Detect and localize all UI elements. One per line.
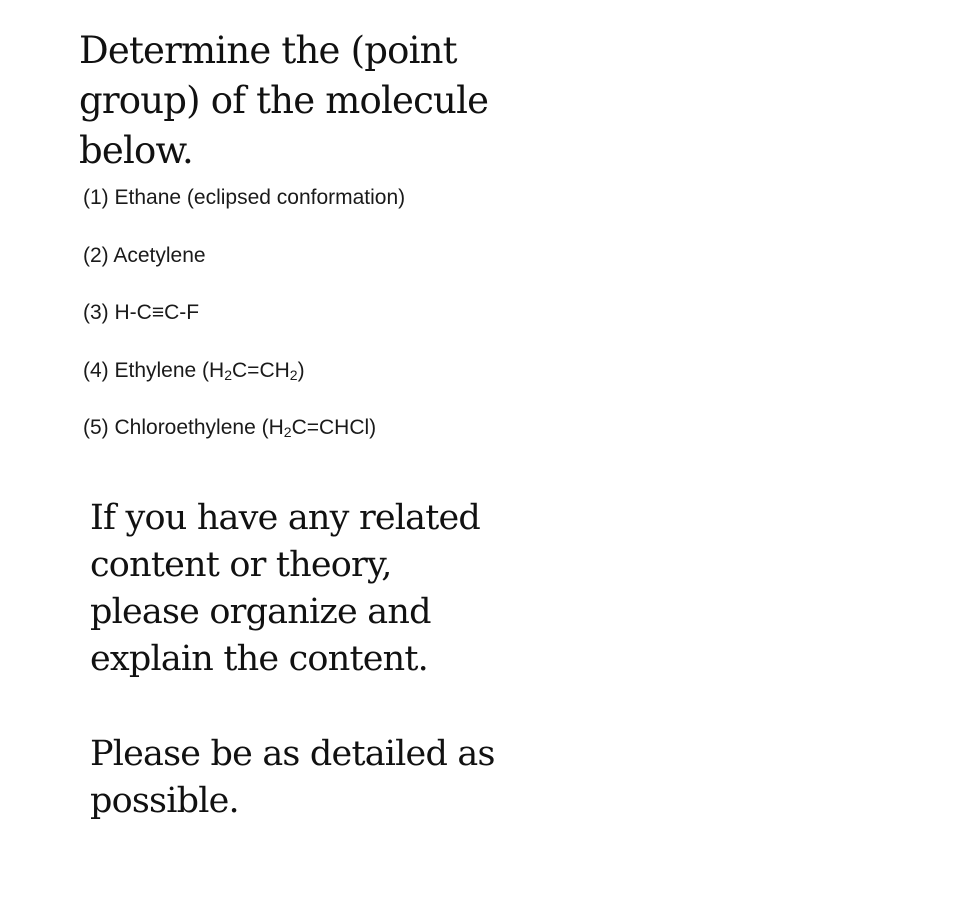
subscript: 2 xyxy=(283,424,292,440)
item-text: C=CH xyxy=(232,359,290,382)
item-text: (4) Ethylene (H xyxy=(83,359,225,382)
item-text: C=CHCl) xyxy=(291,416,377,439)
subscript: 2 xyxy=(224,367,233,383)
list-item-ethane: (1) Ethane (eclipsed conformation) xyxy=(83,186,406,209)
list-item-chloroethylene xyxy=(83,414,376,442)
related-content-paragraph: If you have any related content or theory, please organize and explain the content. xyxy=(90,498,481,679)
item-text: (5) Chloroethylene (H xyxy=(83,416,284,439)
detail-request-paragraph: Please be as detailed as possible. xyxy=(90,734,495,821)
list-item-acetylene: (2) Acetylene xyxy=(83,244,206,267)
list-item-fluoroacetylene: (3) H-C≡C-F xyxy=(83,301,200,324)
list-item-ethylene xyxy=(83,357,305,385)
question-text: Determine the (point group) of the molecule below. xyxy=(79,29,489,172)
item-text: ) xyxy=(297,359,305,382)
subscript: 2 xyxy=(289,367,298,383)
